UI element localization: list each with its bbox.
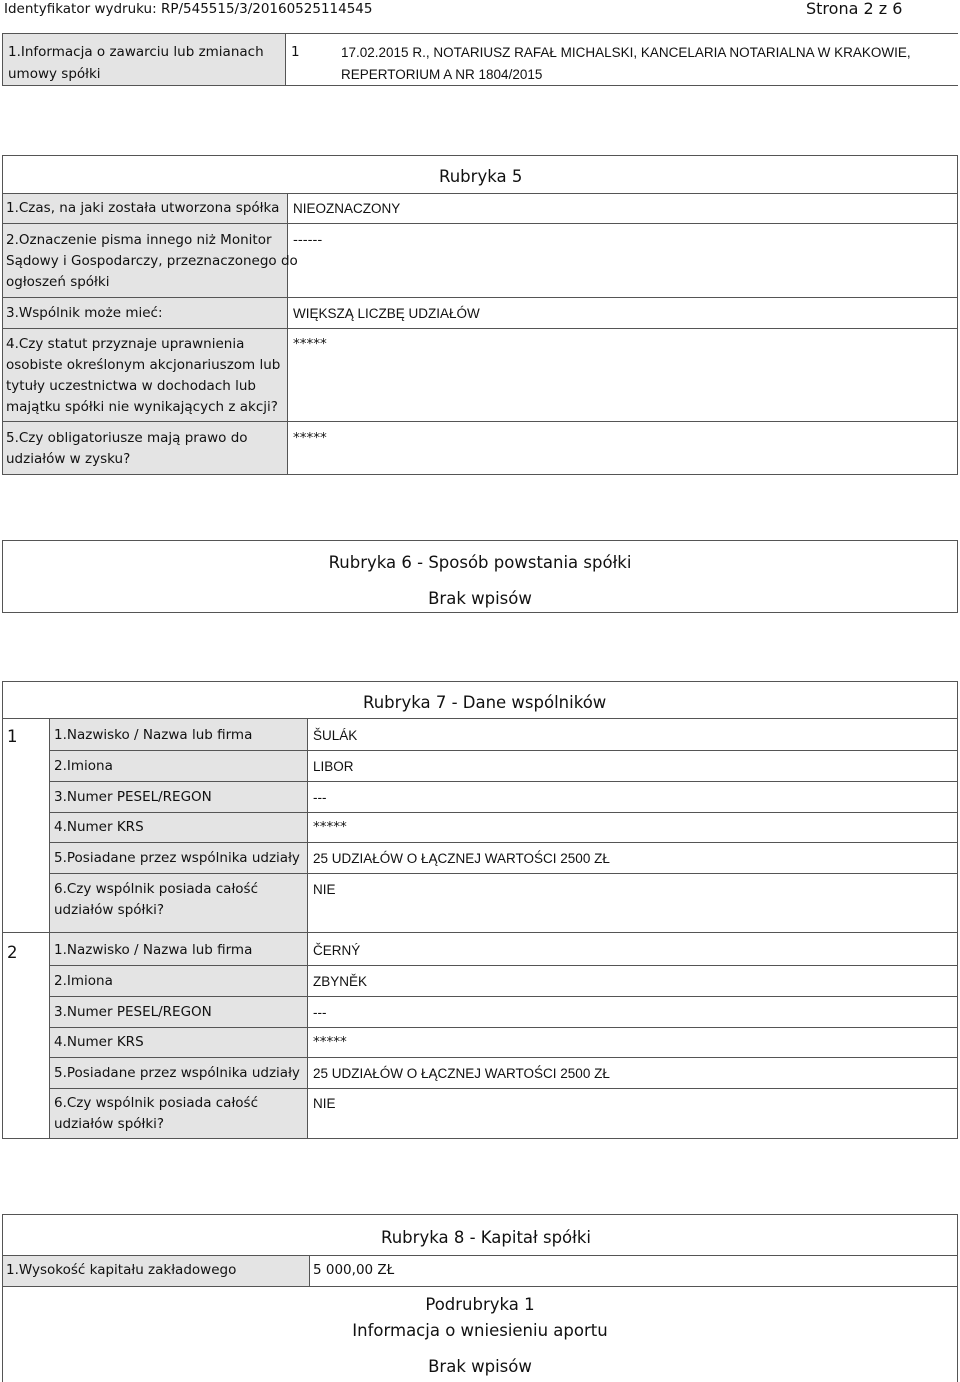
print-identifier: Identyfikator wydruku: RP/545515/3/20160525114545 (4, 1, 373, 17)
r5-row2-label-line3: ogłoszeń spółki (6, 274, 110, 290)
r5-row4-label-line2: osobiste określonym akcjonariuszom lub (6, 357, 281, 373)
rubryka-5-title: Rubryka 5 (439, 167, 523, 186)
capital-value: 5 000,00 ZŁ (313, 1262, 395, 1278)
p1-f2-value: LIBOR (313, 759, 354, 774)
p1-f4-value: ***** (313, 819, 347, 835)
p1-f3-label: 3.Numer PESEL/REGON (54, 789, 212, 805)
r5-row4-value: ***** (293, 336, 327, 352)
top-value-line2: REPERTORIUM A NR 1804/2015 (341, 67, 543, 82)
top-number: 1 (291, 44, 300, 60)
p2-f3-value: --- (313, 1005, 327, 1020)
rubryka-8-section (2, 1214, 958, 1382)
top-label-line2: umowy spółki (8, 66, 101, 82)
capital-label: 1.Wysokość kapitału zakładowego (6, 1262, 237, 1278)
p1-f6-value: NIE (313, 882, 336, 897)
page-number: Strona 2 z 6 (806, 0, 903, 18)
p1-f5-label: 5.Posiadane przez wspólnika udziały (54, 850, 300, 866)
p2-f6-label-line1: 6.Czy wspólnik posiada całość (54, 1095, 259, 1111)
r5-row2-value: ------ (293, 232, 323, 248)
r5-row1-value: NIEOZNACZONY (293, 201, 401, 216)
r5-row3-label: 3.Wspólnik może mieć: (6, 305, 163, 321)
partner-1-index: 1 (7, 727, 18, 746)
p2-f6-label-line2: udziałów spółki? (54, 1116, 165, 1132)
r5-row4-label-line1: 4.Czy statut przyznaje uprawnienia (6, 336, 245, 352)
p1-f2-label: 2.Imiona (54, 758, 113, 774)
r5-row4-label-line3: tytuły uczestnictwa w dochodach lub (6, 378, 256, 394)
r5-row4-label-line4: majątku spółki nie wynikających z akcji? (6, 399, 278, 415)
r5-row5-label-line2: udziałów w zysku? (6, 451, 131, 467)
p2-f2-label: 2.Imiona (54, 973, 113, 989)
p2-f1-value: ČERNÝ (313, 943, 361, 958)
subsection-subtitle: Informacja o wniesieniu aportu (352, 1321, 608, 1340)
top-value-line1: 17.02.2015 R., NOTARIUSZ RAFAŁ MICHALSKI, KANCELARIA NOTARIALNA W KRAKOWIE, (341, 45, 911, 60)
rubryka-8-title: Rubryka 8 - Kapitał spółki (381, 1228, 591, 1247)
p1-f3-value: --- (313, 790, 327, 805)
p1-f5-value: 25 UDZIAŁÓW O ŁĄCZNEJ WARTOŚCI 2500 ZŁ (313, 851, 610, 866)
p1-f6-label-line2: udziałów spółki? (54, 902, 165, 918)
p1-f4-label: 4.Numer KRS (54, 819, 144, 835)
r5-row1-label: 1.Czas, na jaki została utworzona spółka (6, 200, 280, 216)
p2-f1-label: 1.Nazwisko / Nazwa lub firma (54, 942, 253, 958)
partner-2-index: 2 (7, 943, 18, 962)
rubryka-5-section (2, 155, 958, 475)
p2-f4-label: 4.Numer KRS (54, 1034, 144, 1050)
rubryka-6-empty: Brak wpisów (428, 589, 532, 608)
r5-row5-value: ***** (293, 430, 327, 446)
top-table (2, 33, 958, 86)
p2-f5-value: 25 UDZIAŁÓW O ŁĄCZNEJ WARTOŚCI 2500 ZŁ (313, 1066, 610, 1081)
rubryka-6-section (2, 540, 958, 613)
p1-f1-label: 1.Nazwisko / Nazwa lub firma (54, 727, 253, 743)
p2-f6-value: NIE (313, 1096, 336, 1111)
r5-row2-label-line1: 2.Oznaczenie pisma innego niż Monitor (6, 232, 272, 248)
p2-f4-value: ***** (313, 1034, 347, 1050)
r5-row2-label-line2: Sądowy i Gospodarczy, przeznaczonego do (6, 253, 298, 269)
rubryka-7-title: Rubryka 7 - Dane wspólników (363, 693, 607, 712)
p2-f2-value: ZBYNĚK (313, 974, 368, 989)
p1-f1-value: ŠULÁK (313, 728, 358, 743)
p1-f6-label-line1: 6.Czy wspólnik posiada całość (54, 881, 259, 897)
rubryka-7-section (2, 681, 958, 1139)
subsection-title: Podrubryka 1 (425, 1295, 535, 1314)
rubryka-6-title: Rubryka 6 - Sposób powstania spółki (328, 553, 632, 572)
subsection-empty: Brak wpisów (428, 1357, 532, 1376)
r5-row5-label-line1: 5.Czy obligatoriusze mają prawo do (6, 430, 248, 446)
top-label-line1: 1.Informacja o zawarciu lub zmianach (8, 44, 264, 60)
p2-f3-label: 3.Numer PESEL/REGON (54, 1004, 212, 1020)
p2-f5-label: 5.Posiadane przez wspólnika udziały (54, 1065, 300, 1081)
r5-row3-value: WIĘKSZĄ LICZBĘ UDZIAŁÓW (293, 306, 480, 321)
